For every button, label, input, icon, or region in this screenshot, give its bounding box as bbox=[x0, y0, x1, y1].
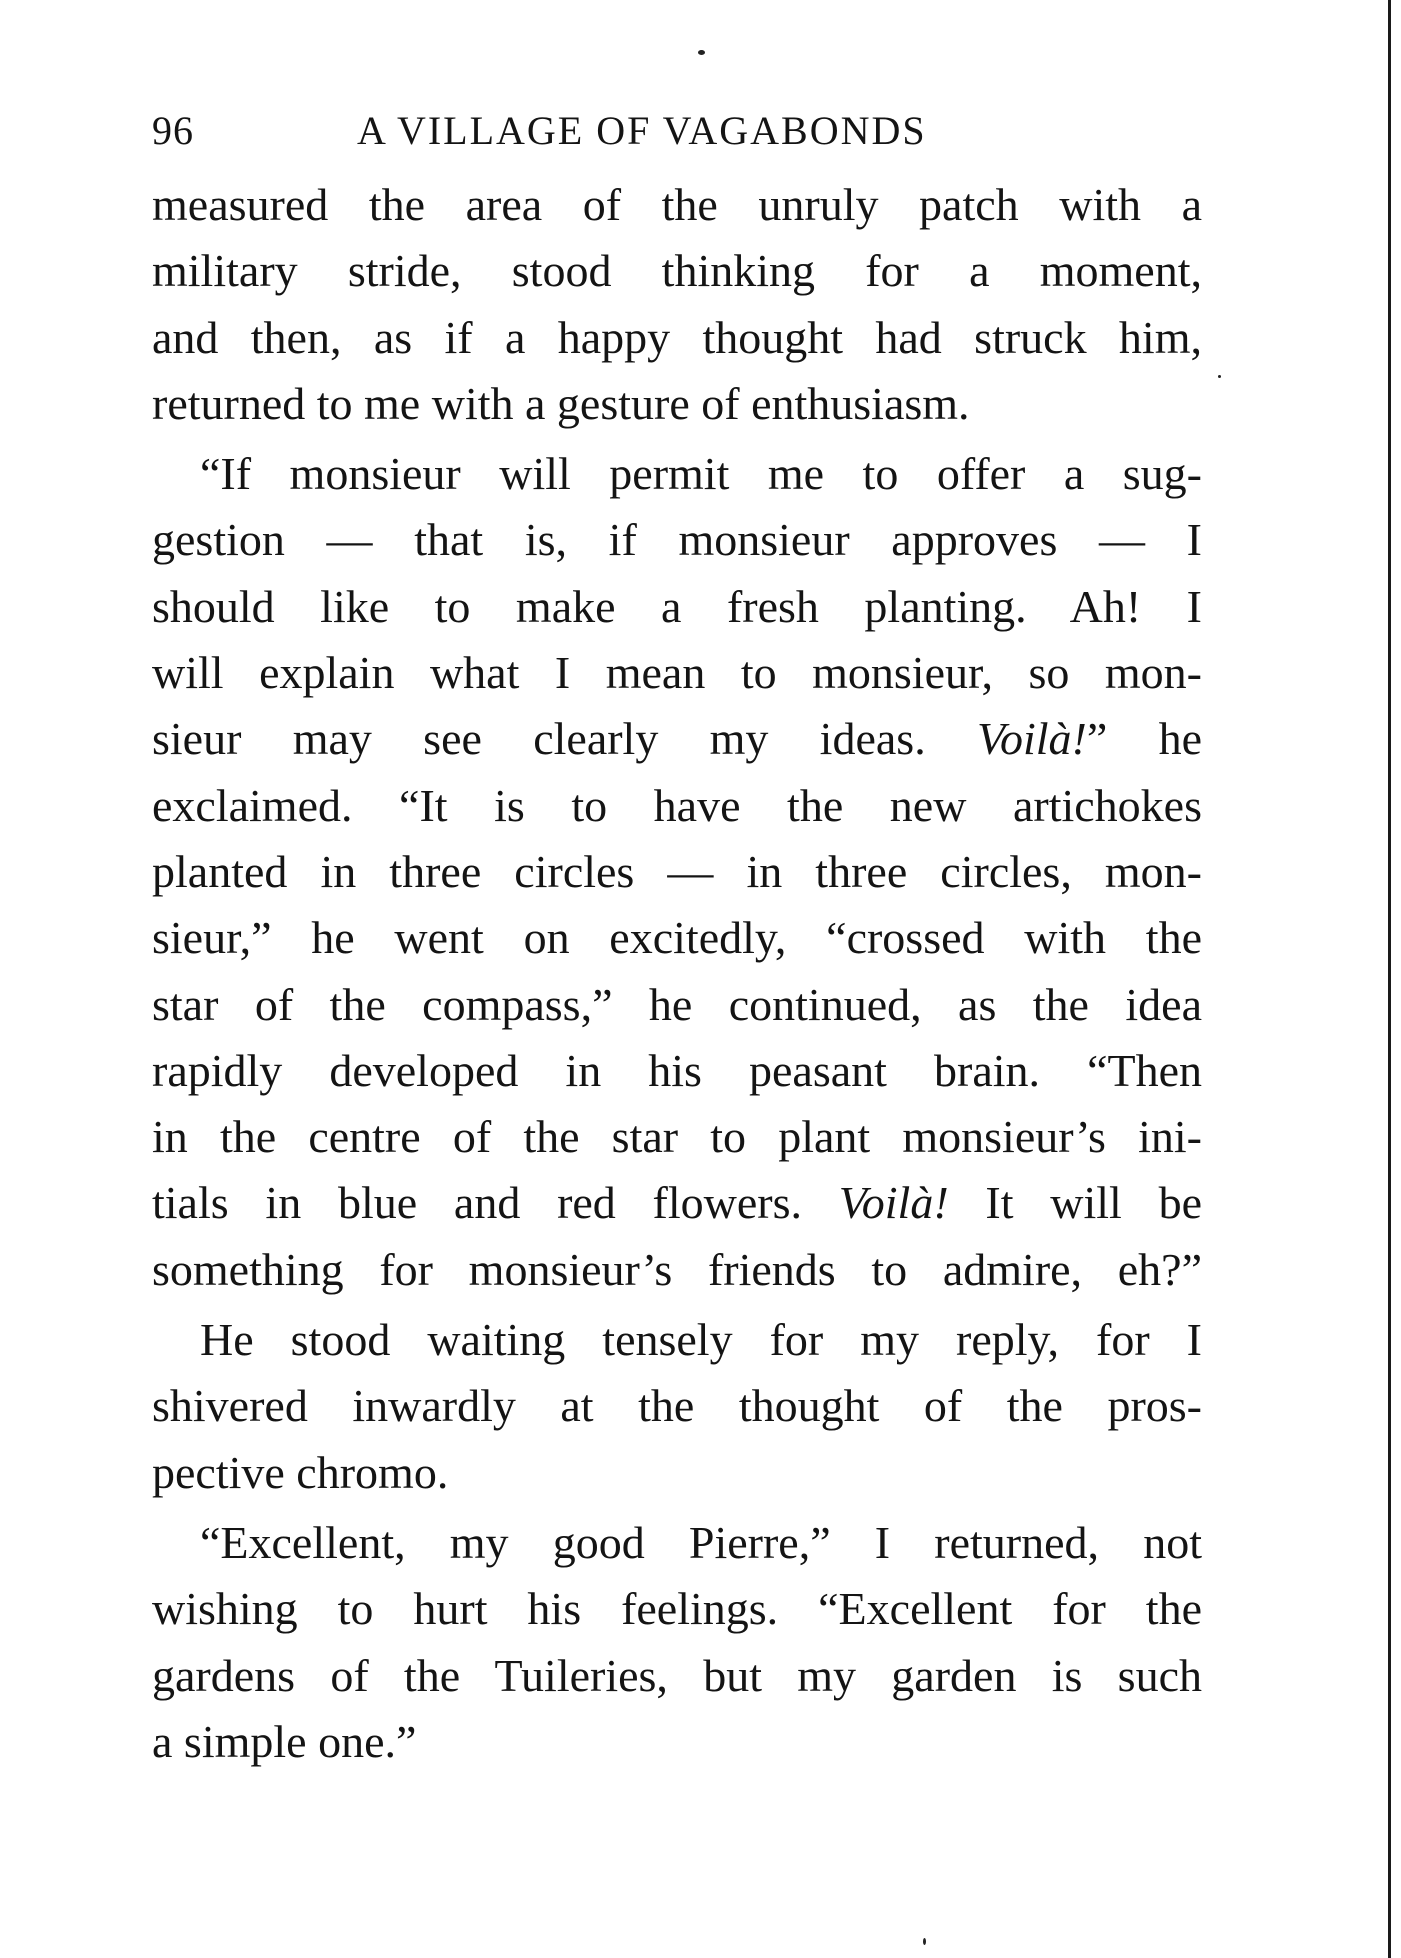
ink-speck bbox=[1218, 375, 1221, 378]
italic-word: Voilà! bbox=[976, 713, 1087, 765]
text-line: pective chromo. bbox=[152, 1446, 449, 1498]
text-segment: tials in blue and red flowers. bbox=[152, 1177, 839, 1229]
body-text bbox=[152, 172, 1202, 1775]
text-segment: It will be bbox=[948, 1177, 1202, 1229]
page-header bbox=[152, 108, 1212, 154]
text-line: planted in three circles — in three circles, mon- bbox=[152, 845, 1202, 897]
text-line: gardens of the Tuileries, but my garden is such bbox=[152, 1649, 1202, 1701]
text-line: measured the area of the unruly patch with a bbox=[152, 179, 1202, 230]
text-segment: ” he bbox=[1086, 713, 1202, 765]
text-line: military stride, stood thinking for a moment, bbox=[152, 245, 1202, 297]
text-line: sieur,” he went on excitedly, “crossed with the bbox=[152, 912, 1202, 964]
text-line: will explain what I mean to monsieur, so mon- bbox=[152, 647, 1202, 699]
page-number: 96 bbox=[152, 108, 194, 153]
ink-speck bbox=[698, 50, 705, 55]
text-line: something for monsieur’s friends to admire, eh?” bbox=[152, 1243, 1202, 1295]
text-line: wishing to hurt his feelings. “Excellent for the bbox=[152, 1583, 1202, 1635]
text-line: rapidly developed in his peasant brain. “Then bbox=[152, 1044, 1202, 1096]
text-line: gestion — that is, if monsieur approves — I bbox=[152, 514, 1202, 566]
ink-speck bbox=[923, 1938, 926, 1945]
text-line: should like to make a fresh planting. Ah! I bbox=[152, 580, 1202, 632]
text-line: a simple one.” bbox=[152, 1715, 417, 1767]
text-segment: sieur may see clearly my ideas. bbox=[152, 713, 977, 765]
text-line: star of the compass,” he continued, as the idea bbox=[152, 978, 1202, 1030]
text-line bbox=[152, 1170, 1202, 1236]
text-line: shivered inwardly at the thought of the pros- bbox=[152, 1380, 1202, 1432]
text-line: “If monsieur will permit me to offer a sug- bbox=[200, 448, 1202, 500]
scan-edge-line bbox=[1388, 0, 1391, 1958]
text-line: He stood waiting tensely for my reply, for I bbox=[200, 1314, 1202, 1366]
text-line bbox=[152, 706, 1202, 772]
text-line: exclaimed. “It is to have the new artichokes bbox=[152, 779, 1202, 831]
text-line: returned to me with a gesture of enthusiasm. bbox=[152, 377, 970, 429]
text-line: and then, as if a happy thought had struck him, bbox=[152, 311, 1202, 363]
text-line: in the centre of the star to plant monsieur’s ini- bbox=[152, 1111, 1202, 1163]
italic-word: Voilà! bbox=[838, 1177, 949, 1229]
running-title: A VILLAGE OF VAGABONDS bbox=[357, 108, 927, 153]
text-line: “Excellent, my good Pierre,” I returned, not bbox=[200, 1516, 1202, 1568]
